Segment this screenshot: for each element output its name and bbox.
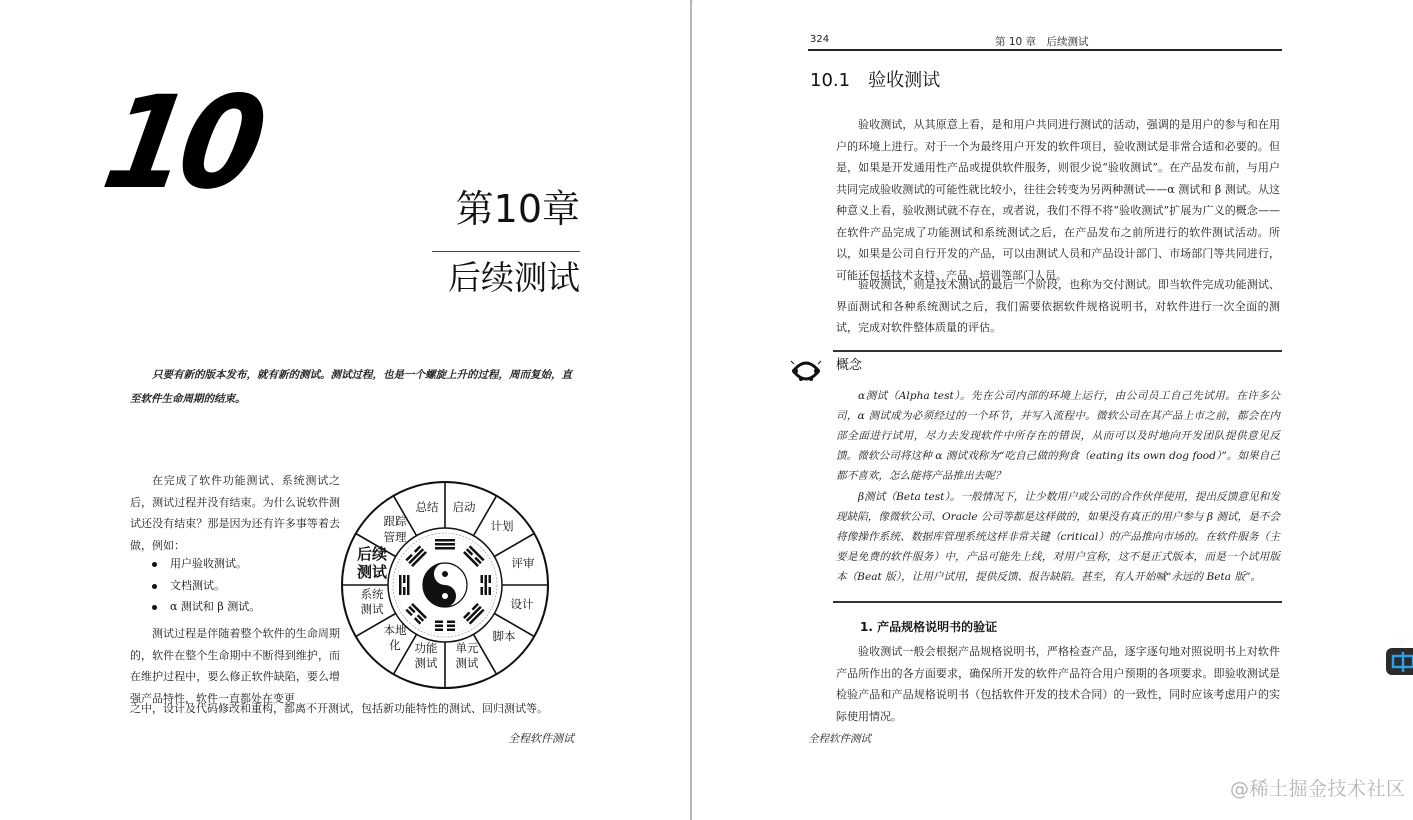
wheel-segment-label: 评审: [511, 556, 535, 570]
wheel-segment-label: 功能: [414, 641, 438, 655]
wheel-segment-label: 计划: [490, 519, 514, 533]
test-lifecycle-wheel: [340, 480, 550, 690]
wheel-segment-label: 设计: [510, 597, 534, 611]
wheel-segment-label: 测试: [455, 656, 479, 670]
body-paragraph: 验收测试，则是技术测试的最后一个阶段，也称为交付测试。即当软件完成功能测试、界面测试和各种系统测试之后，我们需要依据软件规格说明书，对软件进行一次全面的测试，完成对软件整体质量的评估。: [836, 278, 1280, 334]
wheel-segment-label: 脚本: [492, 629, 516, 643]
chapter-title-rule: [432, 251, 580, 252]
book-title-footer: 全程软件测试: [808, 733, 871, 745]
chapter-label: 第10章: [455, 187, 580, 231]
section-title: 10.1 验收测试: [810, 70, 941, 91]
wheel-segment-label: 测试: [414, 656, 438, 670]
bullet-item: 用户验收测试。: [152, 553, 260, 575]
body-paragraph: 验收测试一般会根据产品规格说明书，严格检查产品，逐字逐句地对照说明书上对软件产品所作出的各方面要求，确保所开发的软件产品符合用户预期的各项要求。即验收测试是检验产品和产品规格说明书（包括软件开发的技术合同）的一致性，同时应该考虑用户的实际使用情况。: [836, 645, 1280, 723]
bullet-item: α 测试和 β 测试。: [152, 596, 260, 618]
page-gutter-divider: [690, 0, 692, 820]
intro-paragraph: 在完成了软件功能测试、系统测试之后，测试过程并没有结束。为什么说软件测试还没有结束？那是因为还有许多事等着去做，例如：: [130, 474, 340, 552]
wheel-segment-label: 总结: [415, 500, 439, 514]
bullet-item: 文档测试。: [152, 575, 260, 597]
subsection-title: 1. 产品规格说明书的验证: [860, 620, 998, 634]
left-page: [0, 0, 691, 820]
ime-toggle-button[interactable]: [1386, 648, 1413, 675]
ime-chinese-icon: [1390, 651, 1413, 673]
wheel-segment-label: 管理: [383, 530, 407, 544]
page-number: 324: [810, 34, 830, 45]
running-header: 第 10 章 后续测试: [995, 36, 1089, 48]
epigraph: 只要有新的版本发布，就有新的测试。测试过程，也是一个螺旋上升的过程，周而复始，直至软件生命周期的结束。: [130, 369, 572, 405]
body-paragraph: 验收测试，从其原意上看，是和用户共同进行测试的活动，强调的是用户的参与和在用户的环境上进行。对于一个为最终用户开发的软件项目，验收测试是非常合适和必要的。但是，如果是开发通用性产品或提供软件服务，则很少说“验收测试”。在产品发布前，与用户共同完成验收测试的可能性就比较小，往往会转变为另两种测试——α 测试和 β 测试。从这种意义上看，验收测试就不存在，或者说，我们不得不将“验收测试”扩展为广义的概念——在软件产品完成了功能测试和系统测试之后，在产品发布之前所进行的软件测试活动。所以，如果是公司自行开发的产品，可以由测试人员和产品设计部门、市场部门等共同进行，可能还包括技术支持、产品、培训等部门人员。: [836, 118, 1280, 282]
book-title-footer: 全程软件测试: [508, 732, 574, 745]
concept-paragraph-alpha: α测试（Alpha test）。先在公司内部的环境上运行，由公司员工自己先试用。在许多公司，α 测试成为必须经过的一个环节，并写入流程中。微软公司在其产品上市之前，都会在内部全面进行试用，尽力去发现软件中所存在的错误，从而可以及时地向开发团队提供意见反馈。微软公司将这种 α 测试戏称为“吃自己做的狗食（eating its own dog food）”。如果自己都不喜欢，怎么能将产品推出去呢？: [836, 390, 1280, 482]
wheel-segment-label: 系统: [360, 587, 384, 601]
concept-emblem-icon: [789, 355, 823, 385]
chapter-number: 10: [93, 69, 270, 218]
wheel-segment-label-highlight: 测试: [356, 563, 388, 581]
watermark: @稀土掘金技术社区: [1230, 778, 1406, 800]
concept-box-top-rule: [833, 350, 1282, 352]
header-rule: [808, 49, 1282, 51]
concept-box-bottom-rule: [833, 601, 1282, 603]
lifecycle-paragraph: 测试过程是伴随着整个软件的生命周期的，软件在整个生命期中不断得到维护，而在维护过程中，要么修正软件缺陷，要么增强产品特性，软件一直都处在变更: [130, 627, 340, 705]
concept-paragraph-beta: β测试（Beta test）。一般情况下，让少数用户或公司的合作伙伴使用，提出反馈意见和发现缺陷，像微软公司、Oracle 公司等都是这样做的，如果没有真正的用户参与 β 测试，是不会将像操作系统、数据库管理系统这样非常关键（critical）的产品推向市场的。在软件服务（主要是免费的软件服务）中，产品可能先上线，对用户宣称，这不是正式版本，而是一个试用版本（Beat 版），让用户试用，提供反馈、报告缺陷。甚至，有人开始喊“永远的 Beta 版”。: [836, 491, 1280, 583]
wheel-segment-label: 跟踪: [383, 514, 407, 528]
wheel-segment-label-highlight: 后续: [356, 545, 388, 563]
concept-box-title: 概念: [836, 358, 863, 373]
wheel-segment-label: 测试: [360, 602, 384, 616]
bullet-list: [152, 553, 260, 618]
lifecycle-paragraph-tail: 之中，设计及代码修改和重构，都离不开测试，包括新功能特性的测试、回归测试等。: [130, 702, 548, 715]
chapter-title: 后续测试: [448, 258, 580, 297]
wheel-segment-label: 本地: [383, 623, 407, 637]
wheel-segment-label: 化: [389, 638, 401, 652]
wheel-segment-label: 单元: [455, 641, 479, 655]
yin-yang-icon: [423, 563, 467, 607]
wheel-segment-label: 启动: [452, 500, 476, 514]
